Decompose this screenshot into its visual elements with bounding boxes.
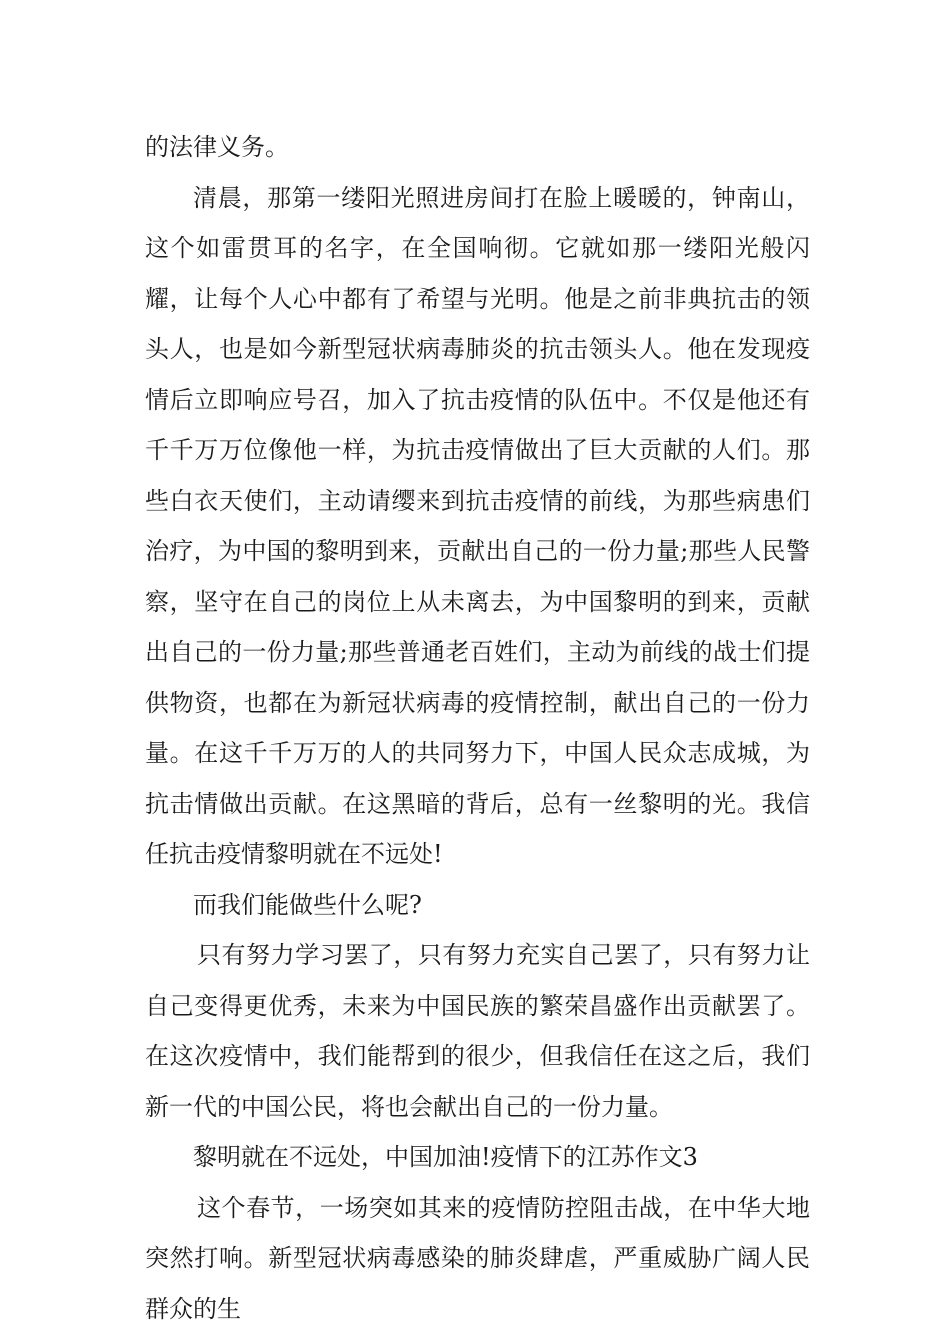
paragraph-study-hard: 只有努力学习罢了，只有努力充实自己罢了，只有努力让自己变得更优秀，未来为中国民族的繁荣昌盛作出贡献罢了。在这次疫情中，我们能帮到的很少，但我信任在这之后，我们新一代的中国公民，将也会献出自己的一份力量。 (145, 941, 810, 1121)
document-body (145, 122, 810, 1334)
paragraph-zhong-nanshan: 清晨，那第一缕阳光照进房间打在脸上暖暖的，钟南山，这个如雷贯耳的名字，在全国响彻。它就如那一缕阳光般闪耀，让每个人心中都有了希望与光明。他是之前非典抗击的领头人，也是如今新型冠状病毒肺炎的抗击领头人。他在发现疫情后立即响应号召，加入了抗击疫情的队伍中。不仅是他还有千千万万位像他一样，为抗击疫情做出了巨大贡献的人们。那些白衣天使们，主动请缨来到抗击疫情的前线，为那些病患们治疗，为中国的黎明到来，贡献出自己的一份力量;那些人民警察，坚守在自己的岗位上从未离去，为中国黎明的到来，贡献出自己的一份力量;那些普通老百姓们，主动为前线的战士们提供物资，也都在为新冠状病毒的疫情控制，献出自己的一份力量。在这千千万万的人的共同努力下，中国人民众志成城，为抗击情做出贡献。在这黑暗的背后，总有一丝黎明的光。我信任抗击疫情黎明就在不远处! (145, 183, 810, 868)
section-heading: 黎明就在不远处，中国加油!疫情下的江苏作文3 (193, 1143, 698, 1171)
paragraph-continuation: 的法律义务。 (145, 133, 289, 161)
paragraph-spring-festival: 这个春节，一场突如其来的疫情防控阻击战，在中华大地突然打响。新型冠状病毒感染的肺炎肆虐，严重威胁广阔人民群众的生 (145, 1193, 810, 1323)
paragraph-question: 而我们能做些什么呢? (193, 890, 422, 919)
